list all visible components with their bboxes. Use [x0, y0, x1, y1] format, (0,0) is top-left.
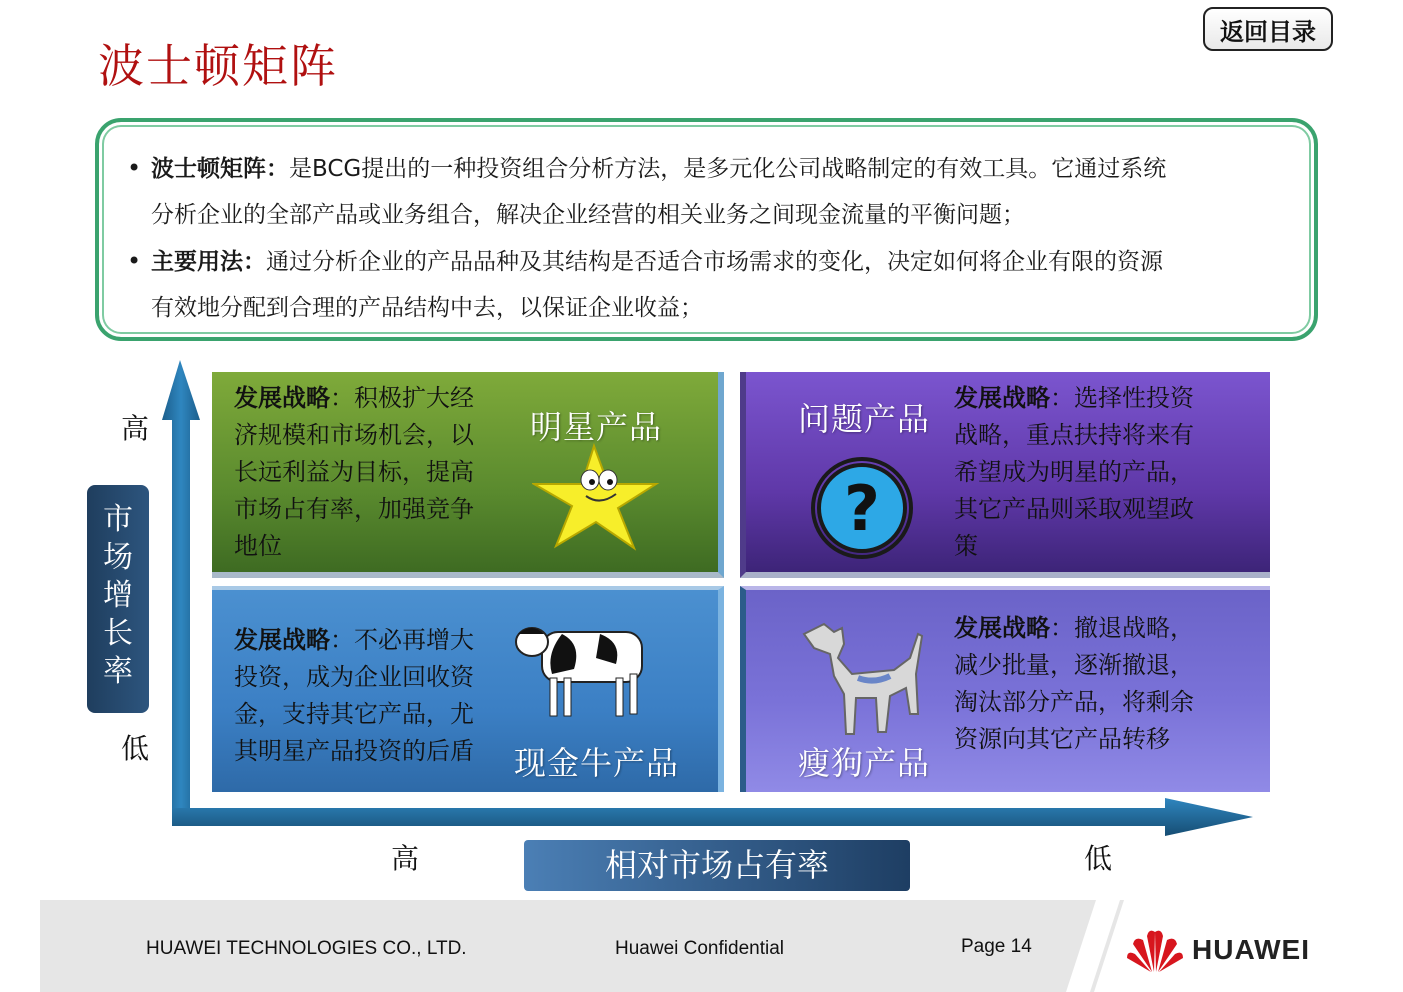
- y-axis-low-label: 低: [121, 732, 150, 765]
- footer: [40, 900, 1363, 992]
- bullet-term: 主要用法：: [151, 249, 266, 275]
- y-axis-label-char: 场: [103, 540, 133, 575]
- dog-icon: [794, 614, 934, 744]
- quadrant-question: [740, 372, 1270, 578]
- huawei-logo-text: HUAWEI: [1192, 934, 1310, 965]
- footer-page-number: Page 14: [961, 936, 1032, 957]
- y-axis-high-label: 高: [121, 412, 150, 445]
- bullet-text-line1: 是BCG提出的一种投资组合分析方法，是多元化公司战略制定的有效工具。它通过系统: [289, 156, 1167, 182]
- huawei-logo-icon: [1125, 926, 1185, 974]
- y-axis-label-char: 长: [103, 616, 133, 651]
- question-product-label: 问题产品: [798, 400, 931, 438]
- question-mark-icon: [808, 454, 916, 562]
- y-axis-label-char: 市: [103, 502, 133, 537]
- bullet-text-line1: 通过分析企业的产品品种及其结构是否适合市场需求的变化，决定如何将企业有限的资源: [266, 249, 1163, 275]
- strategy-term: 发展战略: [954, 384, 1050, 412]
- strategy-term: 发展战略: [954, 614, 1050, 642]
- dog-strategy-text: 发展战略：撤退战略， 减少批量，逐渐撤退， 淘汰部分产品，将剩余 资源向其它产品转移: [954, 614, 1194, 753]
- y-axis-label-text: [87, 501, 149, 691]
- svg-text:?: ?: [844, 472, 880, 545]
- y-axis-label: [87, 485, 149, 713]
- back-to-contents-button[interactable]: 返回目录: [1203, 7, 1333, 51]
- cow-strategy-text: 发展战略：不必再增大 投资，成为企业回收资 金，支持其它产品，尤 其明星产品投资的后盾: [234, 626, 474, 765]
- star-product-label: 明星产品: [530, 408, 663, 446]
- x-axis-high-label: 高: [391, 842, 420, 875]
- footer-confidential: Huawei Confidential: [615, 938, 784, 959]
- y-axis-arrow: [162, 360, 200, 822]
- bullet-text-line2: 分析企业的全部产品或业务组合，解决企业经营的相关业务之间现金流量的平衡问题；: [151, 202, 1025, 228]
- page-title: 波士顿矩阵: [98, 39, 338, 93]
- x-axis-low-label: 低: [1084, 842, 1113, 875]
- bullet-text-line2: 有效地分配到合理的产品结构中去，以保证企业收益；: [151, 295, 703, 321]
- star-icon: [532, 442, 662, 552]
- strategy-term: 发展战略: [234, 384, 330, 412]
- dog-product-label: 瘦狗产品: [798, 744, 931, 782]
- quadrant-dog: [740, 586, 1270, 792]
- bullet-dot-icon: •: [127, 154, 142, 182]
- x-axis-arrow: [172, 798, 1253, 836]
- quadrant-star: [212, 372, 724, 578]
- y-axis-label-char: 增: [103, 578, 133, 613]
- star-strategy-text: 发展战略：积极扩大经 济规模和市场机会，以 长远利益为目标，提高 市场占有率，加强竞争 地位: [234, 384, 474, 560]
- quadrant-cash-cow: [212, 586, 724, 792]
- x-axis-label: 相对市场占有率: [524, 840, 910, 891]
- bullet-term: 波士顿矩阵：: [151, 156, 289, 182]
- question-strategy-text: 发展战略：选择性投资 战略，重点扶持将来有 希望成为明星的产品， 其它产品则采取观望政 策: [954, 384, 1194, 560]
- bullet-dot-icon: •: [127, 247, 142, 275]
- strategy-term: 发展战略: [234, 626, 330, 654]
- y-axis-label-char: 率: [103, 654, 133, 689]
- footer-company: HUAWEI TECHNOLOGIES CO., LTD.: [146, 938, 467, 959]
- cash-cow-product-label: 现金牛产品: [514, 744, 680, 782]
- cow-icon: [512, 614, 652, 724]
